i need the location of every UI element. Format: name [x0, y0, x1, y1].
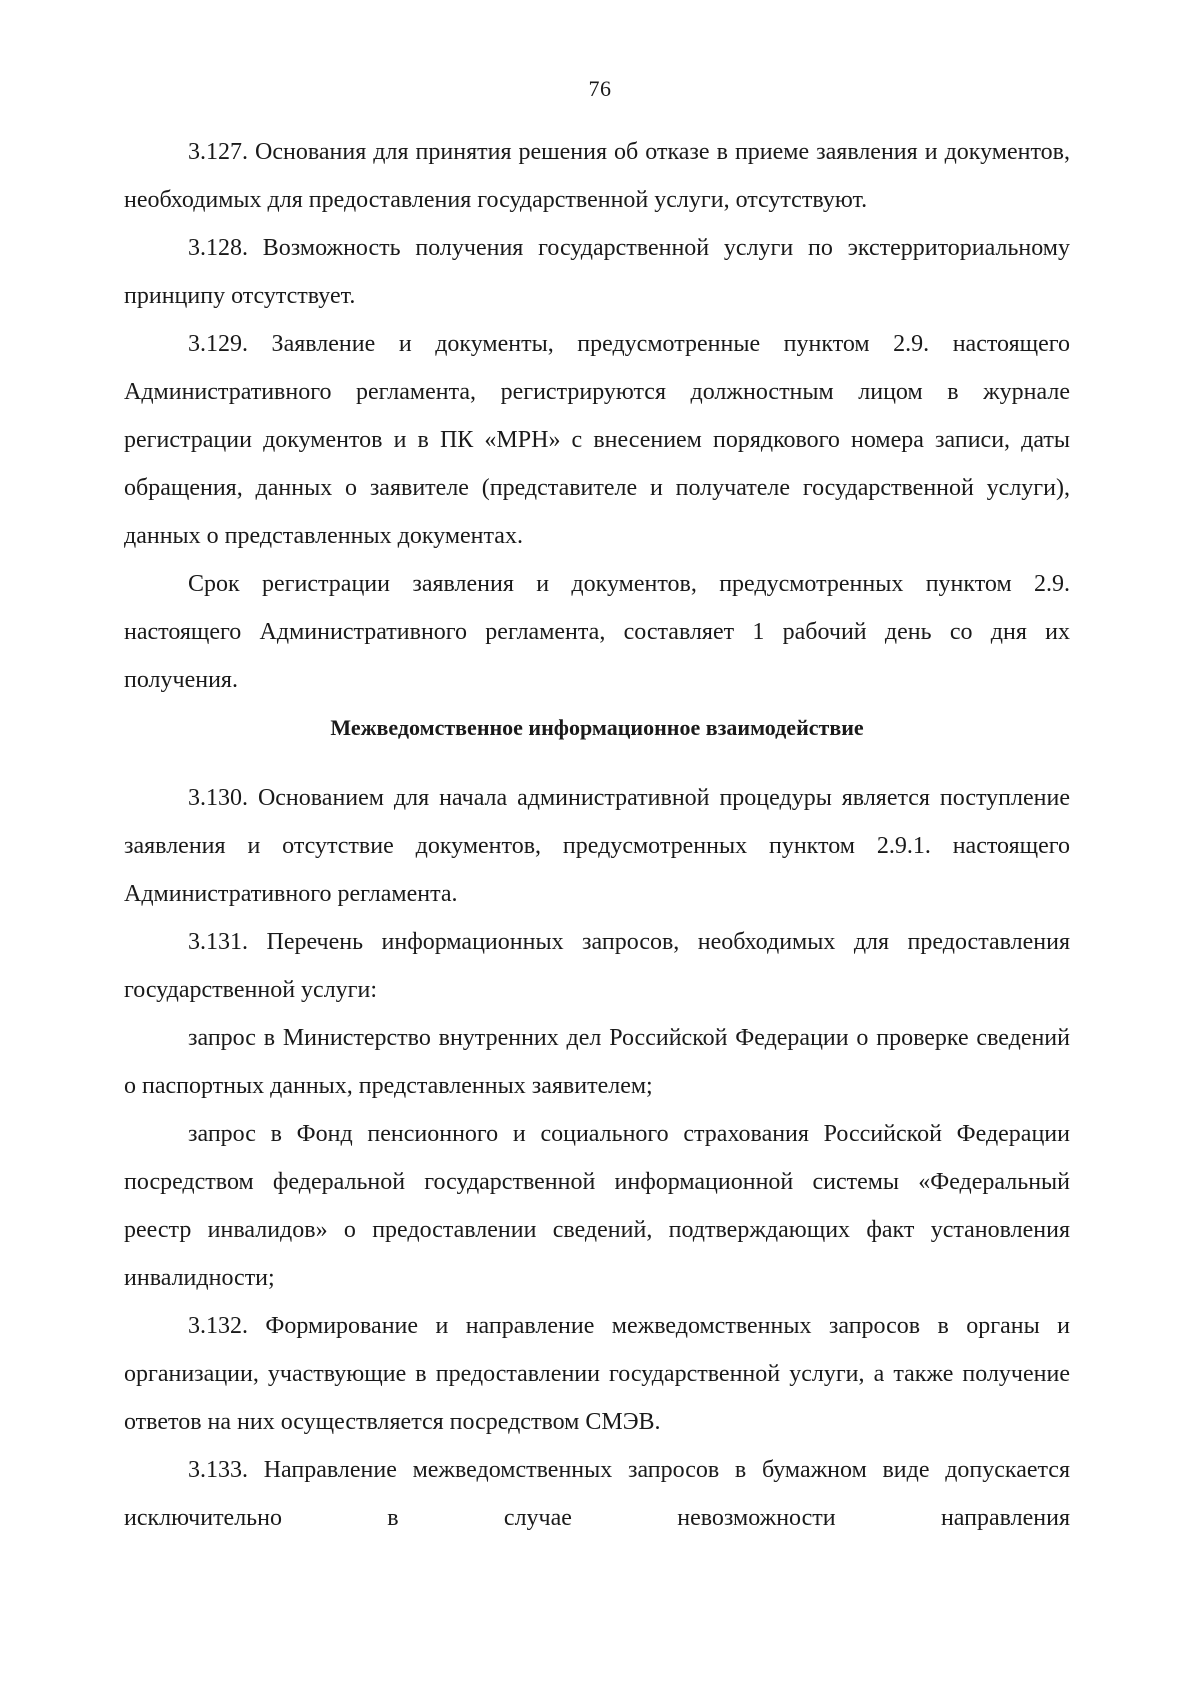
page-number: 76: [588, 76, 612, 101]
paragraph-3-131: 3.131. Перечень информационных запросов, необходимых для предоставления государственной услуги:: [124, 929, 1070, 1003]
paragraph-3-129: 3.129. Заявление и документы, предусмотренные пунктом 2.9. настоящего Административного регламента, регистрируются должностным лицом в журнале регистрации документов и в ПК «МРН» с внесением порядкового номера записи, даты обращения, данных о заявителе (представителе и получателе государственной услуги), данных о представленных документах.: [124, 331, 1070, 549]
section-heading: Межведомственное информационное взаимодействие: [330, 715, 864, 740]
paragraph-3-130: 3.130. Основанием для начала административной процедуры является поступление заявления и отсутствие документов, предусмотренных пунктом 2.9.1. настоящего Административного регламента.: [124, 785, 1070, 907]
paragraph-3-128: 3.128. Возможность получения государственной услуги по экстерриториальному принципу отсутствует.: [124, 235, 1070, 309]
list-item-mvd-request: запрос в Министерство внутренних дел Российской Федерации о проверке сведений о паспортных данных, представленных заявителем;: [124, 1025, 1070, 1099]
document-body: [124, 128, 1070, 1542]
paragraph-3-133: 3.133. Направление межведомственных запросов в бумажном виде допускается исключительно в случае невозможности направления: [124, 1457, 1070, 1531]
list-item-sfr-request: запрос в Фонд пенсионного и социального страхования Российской Федерации посредством федеральной государственной информационной системы «Федеральный реестр инвалидов» о предоставлении сведений, подтверждающих факт установления инвалидности;: [124, 1121, 1070, 1291]
paragraph-3-132: 3.132. Формирование и направление межведомственных запросов в органы и организации, участвующие в предоставлении государственной услуги, а также получение ответов на них осуществляется посредством СМЭВ.: [124, 1313, 1070, 1435]
paragraph-3-127: 3.127. Основания для принятия решения об отказе в приеме заявления и документов, необходимых для предоставления государственной услуги, отсутствуют.: [124, 139, 1070, 213]
paragraph-registration-term: Срок регистрации заявления и документов, предусмотренных пунктом 2.9. настоящего Административного регламента, составляет 1 рабочий день со дня их получения.: [124, 571, 1070, 693]
